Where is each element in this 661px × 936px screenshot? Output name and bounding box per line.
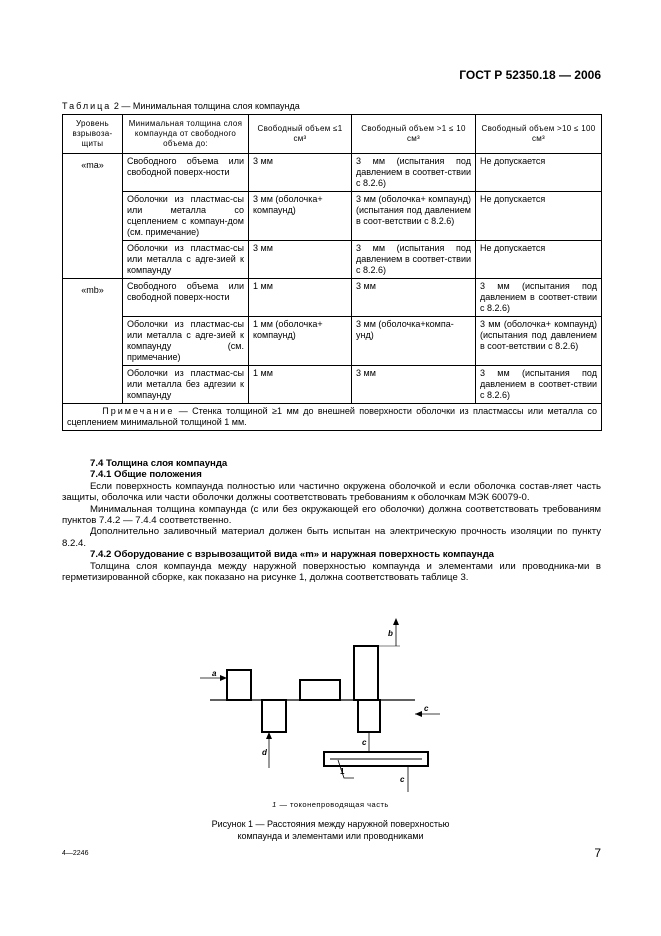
figure-caption — [0, 818, 661, 842]
row-v3: 3 мм (испытания под давлением в соответ-ствии с 8.2.6) — [476, 366, 602, 404]
row-v1: 1 мм — [249, 279, 352, 317]
row-desc: Свободного объема или свободной поверх-ности — [123, 279, 249, 317]
figure-caption-line-2: компаунда и элементами или проводниками — [237, 831, 424, 841]
table-caption — [62, 101, 300, 111]
label-c: c — [424, 704, 429, 713]
label-part-1: 1 — [340, 767, 345, 776]
row-v2: 3 мм (оболочка+компа-унд) — [352, 317, 476, 366]
label-a: a — [212, 669, 217, 678]
figure-key — [0, 800, 661, 809]
label-d: d — [262, 748, 267, 757]
row-desc: Оболочки из пластмас-сы или металла без адгезии к компаунду — [123, 366, 249, 404]
table-caption-label: Таблица — [62, 101, 112, 111]
row-v1: 1 мм (оболочка+ компаунд) — [249, 317, 352, 366]
row-desc: Свободного объема или свободной поверх-ности — [123, 154, 249, 192]
figure-key-number: 1 — [272, 800, 277, 809]
row-v1: 3 мм — [249, 241, 352, 279]
heading-7-4: 7.4 Толщина слоя компаунда — [90, 458, 228, 469]
section-7-4 — [62, 458, 601, 583]
row-v1: 3 мм — [249, 154, 352, 192]
row-v3: 3 мм (испытания под давлением в соответ-ствии с 8.2.6) — [476, 279, 602, 317]
header-thickness: Минимальная толщина слоя компаунда от свободного объема до: — [123, 115, 249, 154]
print-code: 4—2246 — [62, 850, 89, 857]
level-ma: «ma» — [63, 154, 123, 279]
row-v3: 3 мм (оболочка+ компаунд) (испытания под давлением в соот-ветствии с 8.2.6) — [476, 317, 602, 366]
label-c-part: c — [400, 775, 405, 784]
arrowhead-c — [415, 711, 422, 717]
row-v2: 3 мм (оболочка+ компаунд) (испытания под давлением в соот-ветствии с 8.2.6) — [352, 192, 476, 241]
table-row — [63, 192, 602, 241]
paragraph-1: Если поверхность компаунда полностью или частично окружена оболочкой и если оболочка состав-ляет часть защиты, оболочка или части оболочки должны соответствовать требованиям к оболочкам МЭК 60079-0. — [62, 480, 601, 504]
header-volume-10: Свободный объем >1 ≤ 10 см³ — [352, 115, 476, 154]
figure-caption-line-1: Рисунок 1 — Расстояния между наружной поверхностью — [211, 819, 450, 829]
row-v1: 1 мм — [249, 366, 352, 404]
arrowhead-d — [266, 732, 272, 739]
label-c-gap: c — [362, 738, 367, 747]
table-row — [63, 317, 602, 366]
heading-7-4-2: 7.4.2 Оборудование с взрывозащитой вида «m» и наружная поверхность компаунда — [90, 549, 494, 561]
standard-header: ГОСТ Р 52350.18 — 2006 — [459, 68, 601, 82]
row-desc: Оболочки из пластмас-сы или металла с адге-зией к компаунду (см. примечание) — [123, 317, 249, 366]
table-note — [63, 404, 602, 431]
component-box-1 — [227, 670, 251, 700]
label-b: b — [388, 629, 393, 638]
row-desc: Оболочки из пластмас-сы или металла с адге-зией к компаунду — [123, 241, 249, 279]
row-v2: 3 мм (испытания под давлением в соответ-ствии с 8.2.6) — [352, 154, 476, 192]
arrowhead-b — [393, 618, 399, 625]
row-v1: 3 мм (оболочка+ компаунд) — [249, 192, 352, 241]
row-v3: Не допускается — [476, 154, 602, 192]
header-level: Уровень взрывоза-щиты — [63, 115, 123, 154]
header-volume-1: Свободный объем ≤1 см³ — [249, 115, 352, 154]
header-volume-100: Свободный объем >10 ≤ 100 см³ — [476, 115, 602, 154]
heading-7-4-1: 7.4.1 Общие положения — [90, 469, 202, 481]
row-v3: Не допускается — [476, 241, 602, 279]
arrowhead-a — [220, 675, 227, 681]
note-label: Примечание — [102, 406, 175, 416]
page-number: 7 — [594, 846, 601, 860]
table-caption-text: 2 — Минимальная толщина слоя компаунда — [113, 101, 300, 111]
level-mb: «mb» — [63, 279, 123, 404]
row-v2: 3 мм — [352, 279, 476, 317]
paragraph-2: Минимальная толщина компаунда (с или без окружающей его оболочки) должна соответствовать требованиям пунктов 7.4.2 — 7.4.4 соответственно. — [62, 503, 601, 527]
component-box-4 — [262, 700, 286, 732]
table-note-row — [63, 404, 602, 431]
table-row — [63, 154, 602, 192]
table-header-row — [63, 115, 602, 154]
row-desc: Оболочки из пластмас-сы или металла со сцеплением с компаун-дом (см. примечание) — [123, 192, 249, 241]
table-row — [63, 366, 602, 404]
row-v2: 3 мм — [352, 366, 476, 404]
component-box-3 — [354, 646, 378, 700]
table-row — [63, 241, 602, 279]
row-v2: 3 мм (испытания под давлением в соответ-ствии с 8.2.6) — [352, 241, 476, 279]
paragraph-3: Дополнительно заливочный материал должен быть испытан на электрическую прочность изоляции по пункту 8.2.4. — [62, 526, 601, 549]
table-row — [63, 279, 602, 317]
figure-1-diagram — [200, 610, 460, 800]
figure-key-text: — токонепроводящая часть — [279, 800, 389, 809]
note-text: — Стенка толщиной ≥1 мм до внешней поверхности оболочки из пластмассы или металла со сцеплением минимальной толщиной 1 мм. — [67, 406, 597, 427]
paragraph-4: Толщина слоя компаунда между наружной поверхностью компаунда и элементами или проводника-ми в герметизированной сборке, как показано на рисунке 1, должна соответствовать таблице 3. — [62, 560, 601, 584]
component-box-5 — [358, 700, 380, 732]
thickness-table — [62, 114, 602, 431]
row-v3: Не допускается — [476, 192, 602, 241]
component-box-2 — [300, 680, 340, 700]
